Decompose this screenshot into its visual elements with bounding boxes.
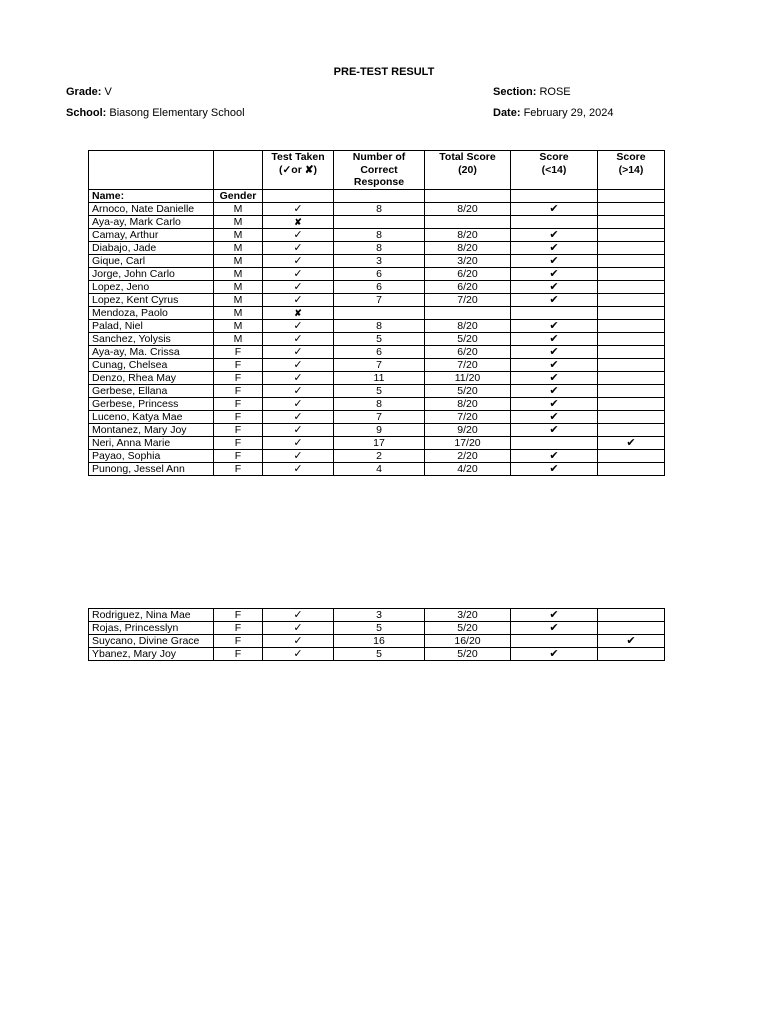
test-taken-mark — [263, 215, 334, 228]
student-name: Aya-ay, Mark Carlo — [89, 215, 214, 228]
student-gender: M — [214, 280, 263, 293]
score-high-mark — [598, 449, 665, 462]
score-high-mark — [598, 202, 665, 215]
correct-count: 16 — [334, 635, 425, 648]
checkmark-icon: ✔ — [626, 635, 636, 647]
table-row — [89, 202, 665, 215]
score-high-mark — [598, 622, 665, 635]
checkmark-icon: ✔ — [549, 332, 559, 345]
table-row — [89, 358, 665, 371]
header-total-score — [425, 151, 511, 190]
score-high-mark — [598, 319, 665, 332]
student-name: Suycano, Divine Grace — [89, 635, 214, 648]
test-taken-mark — [263, 228, 334, 241]
checkmark-icon: ✓ — [293, 280, 303, 293]
correct-count: 2 — [334, 449, 425, 462]
score-high-mark — [598, 280, 665, 293]
student-gender: M — [214, 293, 263, 306]
checkmark-icon: ✓ — [293, 254, 303, 267]
grade-value: V — [104, 86, 112, 98]
table-row — [89, 609, 665, 622]
correct-count — [334, 215, 425, 228]
header-score-low-sub: (<14) — [541, 163, 567, 176]
test-taken-mark — [263, 358, 334, 371]
score-low-mark — [511, 345, 598, 358]
student-gender: F — [214, 397, 263, 410]
header-test-taken-sub: (✓or ✘) — [278, 163, 317, 176]
score-high-mark — [598, 345, 665, 358]
total-score: 5/20 — [425, 384, 511, 397]
checkmark-icon: ✔ — [549, 319, 559, 332]
score-low-mark — [511, 635, 598, 648]
header-name-blank — [89, 151, 214, 190]
score-low-mark — [511, 648, 598, 661]
checkmark-icon: ✔ — [549, 345, 559, 358]
table-row — [89, 410, 665, 423]
score-high-mark — [598, 332, 665, 345]
checkmark-icon: ✔ — [549, 397, 559, 410]
student-gender: F — [214, 410, 263, 423]
score-high-mark — [598, 384, 665, 397]
score-high-mark — [598, 267, 665, 280]
table-row — [89, 436, 665, 449]
school-value: Biasong Elementary School — [109, 107, 245, 119]
student-name: Neri, Anna Marie — [89, 436, 214, 449]
score-low-mark — [511, 319, 598, 332]
test-taken-mark — [263, 319, 334, 332]
student-name: Palad, Niel — [89, 319, 214, 332]
header-score-high — [598, 151, 665, 190]
blank-cell — [263, 189, 334, 202]
student-gender: F — [214, 423, 263, 436]
header-score-low — [511, 151, 598, 190]
checkmark-icon: ✔ — [549, 358, 559, 371]
checkmark-icon: ✓ — [293, 622, 303, 634]
score-high-mark — [598, 254, 665, 267]
total-score: 5/20 — [425, 648, 511, 661]
checkmark-icon: ✓ — [293, 345, 303, 358]
checkmark-icon: ✓ — [293, 241, 303, 254]
checkmark-icon: ✓ — [293, 371, 303, 384]
grade-label: Grade: — [66, 86, 102, 98]
correct-count: 3 — [334, 609, 425, 622]
checkmark-icon: ✔ — [549, 267, 559, 280]
test-taken-mark — [263, 332, 334, 345]
test-taken-mark — [263, 648, 334, 661]
table-row — [89, 462, 665, 475]
student-name: Rodriguez, Nina Mae — [89, 609, 214, 622]
score-high-mark — [598, 423, 665, 436]
header-gender-blank — [214, 151, 263, 190]
student-gender: F — [214, 622, 263, 635]
student-name: Luceno, Katya Mae — [89, 410, 214, 423]
checkmark-icon: ✓ — [293, 267, 303, 280]
correct-count: 6 — [334, 267, 425, 280]
student-gender: M — [214, 228, 263, 241]
header-score-low-label: Score — [539, 151, 569, 163]
student-gender: M — [214, 202, 263, 215]
checkmark-icon: ✓ — [293, 462, 303, 475]
score-low-mark — [511, 436, 598, 449]
checkmark-icon: ✓ — [293, 635, 303, 647]
correct-count: 9 — [334, 423, 425, 436]
table-row — [89, 345, 665, 358]
cross-icon: ✘ — [294, 307, 302, 318]
total-score: 4/20 — [425, 462, 511, 475]
table-row — [89, 384, 665, 397]
header-score-high-sub: (>14) — [618, 163, 644, 176]
test-taken-mark — [263, 241, 334, 254]
total-score: 3/20 — [425, 609, 511, 622]
correct-count: 5 — [334, 622, 425, 635]
subheader-row — [89, 189, 665, 202]
page-title: PRE-TEST RESULT — [333, 66, 435, 78]
test-taken-mark — [263, 622, 334, 635]
score-high-mark — [598, 215, 665, 228]
score-low-mark — [511, 449, 598, 462]
table-row — [89, 332, 665, 345]
test-taken-mark — [263, 384, 334, 397]
total-score: 7/20 — [425, 293, 511, 306]
student-name: Montanez, Mary Joy — [89, 423, 214, 436]
student-gender: F — [214, 635, 263, 648]
correct-count: 11 — [334, 371, 425, 384]
checkmark-icon: ✔ — [626, 436, 636, 449]
table-row — [89, 241, 665, 254]
test-taken-mark — [263, 609, 334, 622]
checkmark-icon: ✔ — [549, 449, 559, 462]
student-name: Sanchez, Yolysis — [89, 332, 214, 345]
student-name: Mendoza, Paolo — [89, 306, 214, 319]
student-name: Aya-ay, Ma. Crissa — [89, 345, 214, 358]
total-score: 8/20 — [425, 228, 511, 241]
student-name: Diabajo, Jade — [89, 241, 214, 254]
student-name: Ybanez, Mary Joy — [89, 648, 214, 661]
score-low-mark — [511, 241, 598, 254]
cross-icon: ✘ — [294, 216, 302, 227]
student-gender: M — [214, 254, 263, 267]
checkmark-icon: ✓ — [293, 319, 303, 332]
header-test-taken-label: Test Taken — [271, 151, 325, 163]
section-field — [493, 86, 571, 98]
score-high-mark — [598, 228, 665, 241]
header-num-correct — [334, 151, 425, 190]
correct-count: 8 — [334, 397, 425, 410]
table-row — [89, 423, 665, 436]
test-taken-mark — [263, 293, 334, 306]
score-low-mark — [511, 423, 598, 436]
student-name: Lopez, Kent Cyrus — [89, 293, 214, 306]
checkmark-icon: ✔ — [549, 293, 559, 306]
checkmark-icon: ✔ — [549, 241, 559, 254]
student-name: Punong, Jessel Ann — [89, 462, 214, 475]
score-high-mark — [598, 358, 665, 371]
test-taken-mark — [263, 306, 334, 319]
checkmark-icon: ✔ — [549, 410, 559, 423]
student-gender: F — [214, 345, 263, 358]
student-gender: M — [214, 332, 263, 345]
blank-cell — [598, 189, 665, 202]
checkmark-icon: ✔ — [549, 280, 559, 293]
correct-count: 8 — [334, 241, 425, 254]
checkmark-icon: ✔ — [549, 371, 559, 384]
checkmark-icon: ✔ — [549, 254, 559, 267]
test-taken-mark — [263, 436, 334, 449]
table-row — [89, 319, 665, 332]
test-taken-mark — [263, 254, 334, 267]
checkmark-icon: ✓ — [293, 449, 303, 462]
checkmark-icon: ✓ — [293, 648, 303, 660]
score-high-mark — [598, 410, 665, 423]
date-label: Date: — [493, 107, 521, 119]
test-taken-mark — [263, 397, 334, 410]
correct-count: 7 — [334, 358, 425, 371]
correct-count — [334, 306, 425, 319]
total-score — [425, 215, 511, 228]
correct-count: 6 — [334, 345, 425, 358]
table-row — [89, 228, 665, 241]
table-row — [89, 215, 665, 228]
checkmark-icon: ✓ — [293, 609, 303, 621]
score-low-mark — [511, 306, 598, 319]
total-score: 9/20 — [425, 423, 511, 436]
student-gender: F — [214, 436, 263, 449]
student-gender: M — [214, 241, 263, 254]
student-name: Denzo, Rhea May — [89, 371, 214, 384]
table-row — [89, 254, 665, 267]
total-score: 6/20 — [425, 280, 511, 293]
student-name: Arnoco, Nate Danielle — [89, 202, 214, 215]
score-high-mark — [598, 648, 665, 661]
score-low-mark — [511, 228, 598, 241]
checkmark-icon: ✔ — [549, 202, 559, 215]
table-row — [89, 371, 665, 384]
checkmark-icon: ✓ — [293, 202, 303, 215]
test-taken-mark — [263, 635, 334, 648]
checkmark-icon: ✓ — [293, 397, 303, 410]
total-score: 2/20 — [425, 449, 511, 462]
score-low-mark — [511, 410, 598, 423]
student-name: Payao, Sophia — [89, 449, 214, 462]
test-taken-mark — [263, 280, 334, 293]
total-score: 11/20 — [425, 371, 511, 384]
table-row — [89, 635, 665, 648]
student-gender: F — [214, 609, 263, 622]
total-score: 16/20 — [425, 635, 511, 648]
score-low-mark — [511, 293, 598, 306]
student-name: Gerbese, Ellana — [89, 384, 214, 397]
student-name: Rojas, Princesslyn — [89, 622, 214, 635]
correct-count: 8 — [334, 202, 425, 215]
checkmark-icon: ✓ — [293, 436, 303, 449]
score-high-mark — [598, 462, 665, 475]
header-num-correct-label: Number of Correct Response — [352, 151, 406, 188]
test-taken-mark — [263, 449, 334, 462]
score-high-mark — [598, 293, 665, 306]
score-low-mark — [511, 609, 598, 622]
results-body-continued — [89, 609, 665, 661]
table-row — [89, 648, 665, 661]
school-field — [66, 107, 245, 119]
checkmark-icon: ✓ — [293, 293, 303, 306]
score-high-mark — [598, 306, 665, 319]
results-body — [89, 202, 665, 475]
checkmark-icon: ✓ — [293, 228, 303, 241]
score-low-mark — [511, 280, 598, 293]
section-value: ROSE — [539, 86, 571, 98]
checkmark-icon: ✔ — [549, 228, 559, 241]
score-high-mark — [598, 609, 665, 622]
score-low-mark — [511, 371, 598, 384]
correct-count: 5 — [334, 384, 425, 397]
student-gender: F — [214, 384, 263, 397]
student-name: Gerbese, Princess — [89, 397, 214, 410]
total-score: 7/20 — [425, 358, 511, 371]
correct-count: 7 — [334, 293, 425, 306]
blank-cell — [425, 189, 511, 202]
table-row — [89, 622, 665, 635]
total-score: 8/20 — [425, 241, 511, 254]
table-row — [89, 293, 665, 306]
student-name: Gique, Carl — [89, 254, 214, 267]
student-gender: F — [214, 358, 263, 371]
test-taken-mark — [263, 410, 334, 423]
score-low-mark — [511, 254, 598, 267]
correct-count: 8 — [334, 319, 425, 332]
student-gender: F — [214, 648, 263, 661]
total-score: 6/20 — [425, 345, 511, 358]
correct-count: 4 — [334, 462, 425, 475]
total-score: 17/20 — [425, 436, 511, 449]
blank-cell — [334, 189, 425, 202]
total-score: 5/20 — [425, 332, 511, 345]
score-low-mark — [511, 267, 598, 280]
date-field — [493, 107, 613, 119]
grade-field — [66, 86, 112, 98]
school-label: School: — [66, 107, 107, 119]
checkmark-icon: ✓ — [293, 410, 303, 423]
student-gender: M — [214, 267, 263, 280]
total-score: 8/20 — [425, 319, 511, 332]
score-low-mark — [511, 202, 598, 215]
score-high-mark — [598, 397, 665, 410]
correct-count: 6 — [334, 280, 425, 293]
score-low-mark — [511, 215, 598, 228]
date-value: February 29, 2024 — [523, 107, 614, 119]
checkmark-icon: ✔ — [549, 609, 559, 621]
test-taken-mark — [263, 371, 334, 384]
total-score: 7/20 — [425, 410, 511, 423]
student-gender: M — [214, 319, 263, 332]
checkmark-icon: ✔ — [549, 622, 559, 634]
student-gender: M — [214, 306, 263, 319]
score-high-mark — [598, 436, 665, 449]
correct-count: 5 — [334, 332, 425, 345]
checkmark-icon: ✓ — [293, 332, 303, 345]
header-test-taken — [263, 151, 334, 190]
score-low-mark — [511, 462, 598, 475]
score-low-mark — [511, 384, 598, 397]
table-row — [89, 306, 665, 319]
total-score: 3/20 — [425, 254, 511, 267]
table-row — [89, 449, 665, 462]
correct-count: 17 — [334, 436, 425, 449]
score-low-mark — [511, 332, 598, 345]
results-table-continued — [88, 608, 665, 661]
checkmark-icon: ✓ — [293, 423, 303, 436]
correct-count: 8 — [334, 228, 425, 241]
table-row — [89, 397, 665, 410]
score-low-mark — [511, 358, 598, 371]
correct-count: 5 — [334, 648, 425, 661]
header-total-score-sub: (20) — [458, 163, 477, 176]
test-taken-mark — [263, 345, 334, 358]
total-score — [425, 306, 511, 319]
section-label: Section: — [493, 86, 537, 98]
total-score: 6/20 — [425, 267, 511, 280]
checkmark-icon: ✔ — [549, 462, 559, 475]
gender-column-header: Gender — [214, 189, 263, 202]
correct-count: 7 — [334, 410, 425, 423]
blank-cell — [511, 189, 598, 202]
header-row — [89, 151, 665, 190]
name-column-header: Name: — [89, 189, 214, 202]
checkmark-icon: ✔ — [549, 648, 559, 660]
score-high-mark — [598, 371, 665, 384]
correct-count: 3 — [334, 254, 425, 267]
total-score: 8/20 — [425, 202, 511, 215]
score-low-mark — [511, 622, 598, 635]
checkmark-icon: ✔ — [549, 384, 559, 397]
checkmark-icon: ✔ — [549, 423, 559, 436]
score-high-mark — [598, 241, 665, 254]
table-row — [89, 267, 665, 280]
table-row — [89, 280, 665, 293]
student-name: Lopez, Jeno — [89, 280, 214, 293]
test-taken-mark — [263, 462, 334, 475]
student-name: Camay, Arthur — [89, 228, 214, 241]
total-score: 8/20 — [425, 397, 511, 410]
test-taken-mark — [263, 202, 334, 215]
student-name: Jorge, John Carlo — [89, 267, 214, 280]
total-score: 5/20 — [425, 622, 511, 635]
checkmark-icon: ✓ — [293, 384, 303, 397]
student-gender: F — [214, 449, 263, 462]
student-gender: M — [214, 215, 263, 228]
test-taken-mark — [263, 423, 334, 436]
score-high-mark — [598, 635, 665, 648]
student-name: Cunag, Chelsea — [89, 358, 214, 371]
test-taken-mark — [263, 267, 334, 280]
header-score-high-label: Score — [616, 151, 646, 163]
student-gender: F — [214, 371, 263, 384]
student-gender: F — [214, 462, 263, 475]
results-table — [88, 150, 665, 476]
checkmark-icon: ✓ — [293, 358, 303, 371]
header-total-score-label: Total Score — [439, 151, 496, 163]
score-low-mark — [511, 397, 598, 410]
